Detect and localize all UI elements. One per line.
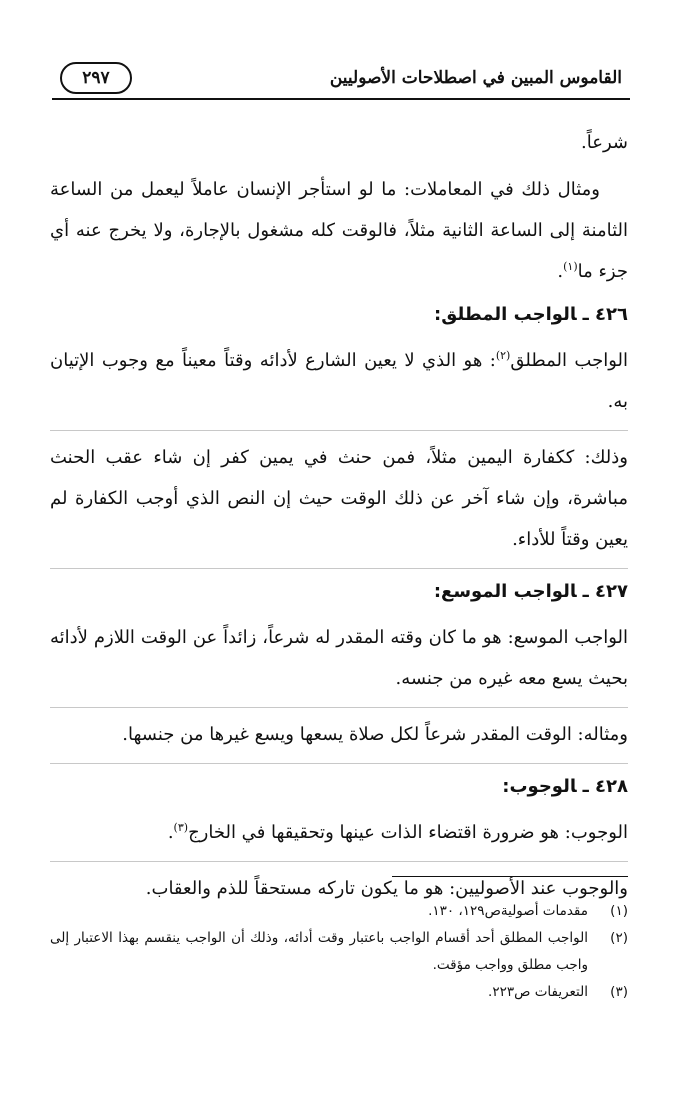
section-title: الوجوب: xyxy=(502,776,577,797)
example-paragraph: ومثاله: الوقت المقدر شرعاً لكل صلاة يسعها ويسع غيرها من جنسها. xyxy=(122,724,628,745)
page-body xyxy=(50,122,628,915)
section-426-block-1 xyxy=(50,340,628,431)
section-heading-428 xyxy=(50,770,628,804)
section-428-block-1 xyxy=(50,812,628,862)
definition-text: الوجوب: هو ضرورة اقتضاء الذات عينها وتحقيقها في الخارج xyxy=(188,822,628,843)
definition-paragraph-usul: والوجوب عند الأصوليين: هو ما يكون تاركه مستحقاً للذم والعقاب. xyxy=(145,878,628,899)
footnote-ref-1: (١) xyxy=(563,260,578,273)
page-header xyxy=(52,58,630,100)
section-427-block-1 xyxy=(50,617,628,708)
section-number: ٤٢٧ ـ xyxy=(582,581,628,602)
section-title: الواجب الموسع: xyxy=(433,581,577,602)
section-426-block-2 xyxy=(50,437,628,569)
footnote-ref-2: (٢) xyxy=(495,349,511,362)
footnote-text: مقدمات أصوليةص١٢٩، ١٣٠. xyxy=(428,903,588,919)
footnote-ref-3: (٣) xyxy=(173,821,189,834)
footnote-text: الواجب المطلق أحد أقسام الواجب باعتبار وقت أدائه، وذلك أن الواجب ينقسم بهذا الاعتبار إلى واجب مطلق وواجب مؤقت. xyxy=(50,930,588,973)
footnote-item xyxy=(50,898,628,925)
footnote-separator xyxy=(392,876,628,877)
paragraph-continuation: شرعاً. xyxy=(581,132,628,153)
page-number-badge: ٢٩٧ xyxy=(60,62,132,94)
paragraph-example-transactions xyxy=(50,169,628,292)
section-title: الواجب المطلق: xyxy=(434,304,577,325)
paragraph-text: ومثال ذلك في المعاملات: ما لو استأجر الإنسان عاملاً ليعمل من الساعة الثامنة إلى الساعة الثانية مثلاً، فالوقت كله مشغول بالإجارة، ولا يخرج عنه أي جزء ما xyxy=(50,179,628,282)
definition-paragraph xyxy=(50,340,628,422)
example-paragraph: وذلك: ككفارة اليمين مثلاً، فمن حنث في يمين كفر إن شاء عقب الحنث مباشرة، وإن شاء آخر عن ذلك الوقت حيث إن النص الذي أوجب الكفارة لم يعين وقتاً للأداء. xyxy=(50,447,628,550)
footnote-mark: (٣) xyxy=(610,984,628,1000)
section-number: ٤٢٨ ـ xyxy=(582,776,628,797)
header-rule xyxy=(52,98,630,100)
footnote-mark: (٢) xyxy=(610,930,628,946)
term: الواجب المطلق xyxy=(510,350,629,371)
footnote-mark: (١) xyxy=(610,903,628,919)
footnotes xyxy=(50,898,628,1006)
running-title: القاموس المبين في اصطلاحات الأصوليين xyxy=(329,68,622,88)
section-heading-427 xyxy=(50,575,628,609)
footnote-text: التعريفات ص٢٢٣. xyxy=(488,984,588,1000)
section-427-block-2 xyxy=(50,714,628,764)
section-number: ٤٢٦ ـ xyxy=(582,304,628,325)
footnote-item xyxy=(50,979,628,1006)
footnote-item xyxy=(50,925,628,979)
paragraph-end: . xyxy=(167,822,174,843)
definition-paragraph: الواجب الموسع: هو ما كان وقته المقدر له شرعاً، زائداً عن الوقت اللازم لأدائه بحيث يسع معه غيره من جنسه. xyxy=(50,627,628,689)
section-heading-426 xyxy=(50,298,628,332)
paragraph-end: . xyxy=(557,261,564,282)
definition-text: : هو الذي لا يعين الشارع لأدائه وقتاً معيناً مع وجوب الإتيان به. xyxy=(50,350,628,412)
definition-paragraph xyxy=(50,812,628,853)
